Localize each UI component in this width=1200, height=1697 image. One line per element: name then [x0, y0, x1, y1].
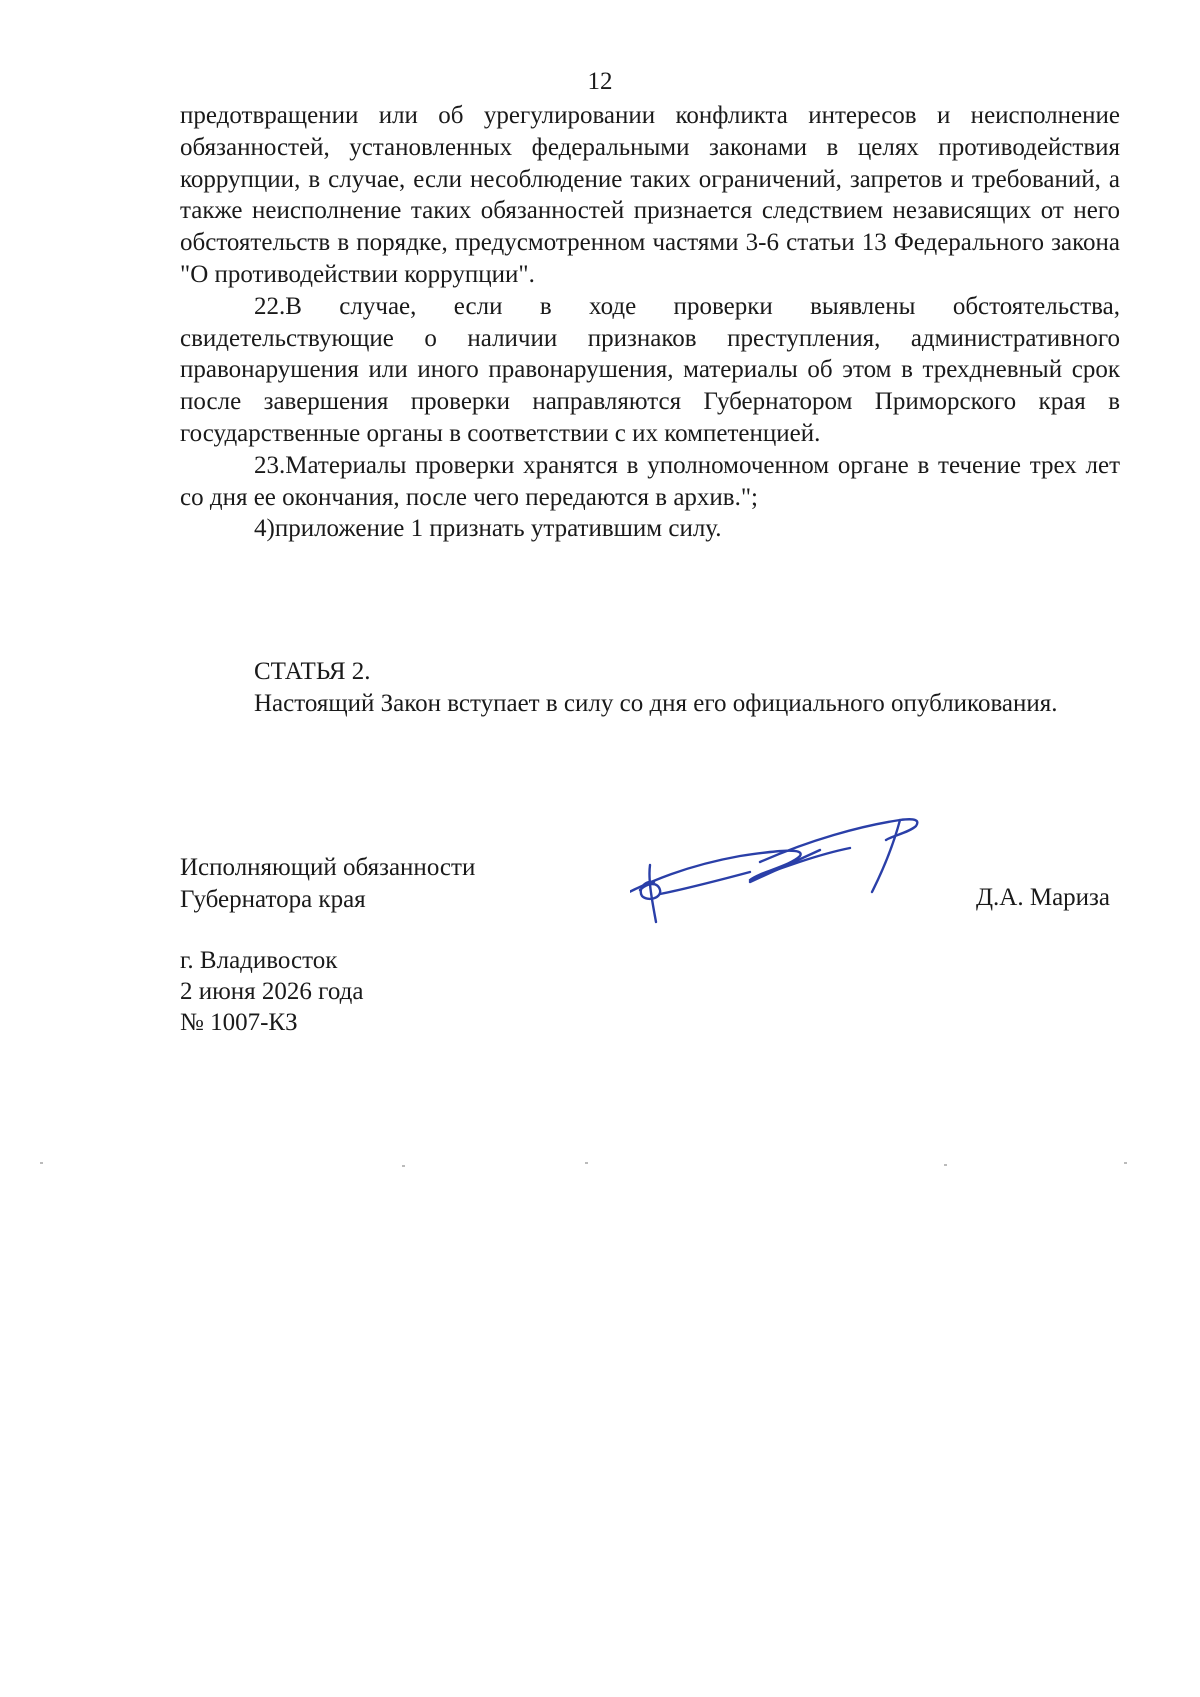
place-date-number: [180, 945, 363, 1038]
signer-position-line-1: Исполняющий обязанности: [180, 854, 476, 881]
scan-speck: [585, 1162, 588, 1164]
date: 2 июня 2026 года: [180, 978, 364, 1005]
paragraph-23: 23.Материалы проверки хранятся в уполномоченном органе в течение трех лет со дня ее окончания, после чего передаются в архив.";: [180, 451, 1120, 511]
scan-speck: [402, 1165, 405, 1167]
signer-position-line-2: Губернатора края: [180, 886, 366, 913]
scan-speck: [1124, 1162, 1127, 1164]
scan-speck: [944, 1164, 947, 1166]
paragraph-item-4: 4)приложение 1 признать утратившим силу.: [254, 515, 722, 543]
document-body: [180, 100, 1120, 545]
signer-position: [180, 852, 475, 916]
paragraph-continuation: предотвращении или об урегулировании конфликта интересов и неисполнение обязанностей, установленных федеральными законами в целях противодействия коррупции, в случае, если несоблюдение таких ограничений, запретов и требований, а также неисполнение таких обязанностей признается следствием независящих от него обстоятельств в порядке, предусмотренном частями 3-6 статьи 13 Федерального закона "О противодействии коррупции".: [180, 102, 1120, 288]
article-title: СТАТЬЯ 2.: [254, 658, 371, 685]
signer-name: Д.А. Мариза: [976, 884, 1111, 911]
handwritten-signature: [630, 810, 990, 930]
article-text: Настоящий Закон вступает в силу со дня его официального опубликования.: [254, 689, 1058, 717]
law-number: № 1007-КЗ: [180, 1009, 298, 1036]
article-2: [180, 656, 1120, 720]
scan-speck: [40, 1162, 43, 1164]
page-number: 12: [587, 68, 613, 95]
city: г. Владивосток: [180, 947, 338, 974]
paragraph-22: 22.В случае, если в ходе проверки выявлены обстоятельства, свидетельствующие о наличии признаков преступления, административного правонарушения или иного правонарушения, материалы об этом в трехдневный срок после завершения проверки направляются Губернатором Приморского края в государственные органы в соответствии с их компетенцией.: [180, 292, 1120, 447]
